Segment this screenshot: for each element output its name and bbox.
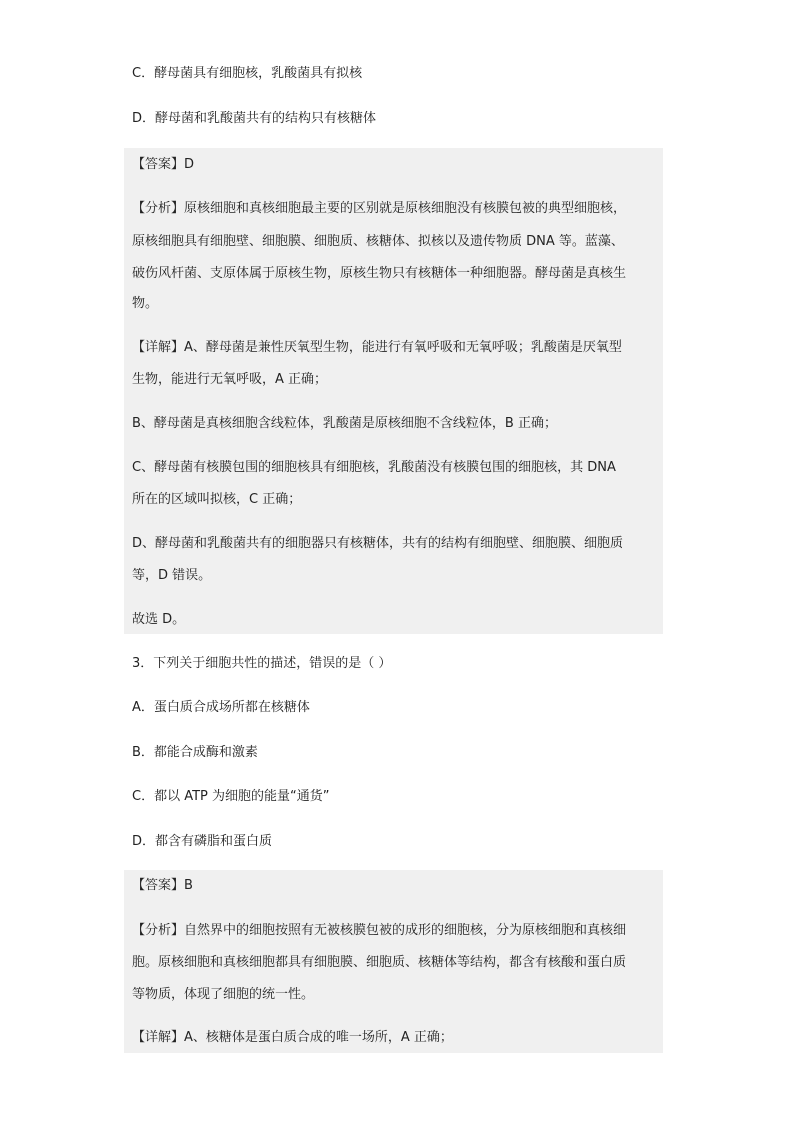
analysis-line: 【分析】自然界中的细胞按照有无被核膜包被的成形的细胞核，分为原核细胞和真核细 xyxy=(132,923,627,938)
option-b: B．都能合成酶和激素 xyxy=(132,745,258,760)
detail-line: B、酵母菌是真核细胞含线粒体，乳酸菌是原核细胞不含线粒体，B 正确； xyxy=(132,416,557,431)
analysis-line: 原核细胞具有细胞壁、细胞膜、细胞质、核糖体、拟核以及遗传物质 DNA 等。蓝藻、 xyxy=(132,234,624,249)
option-c: C．都以 ATP 为细胞的能量“通货” xyxy=(132,789,330,804)
option-d: D．都含有磷脂和蛋白质 xyxy=(132,834,273,849)
conclusion: 故选 D。 xyxy=(132,612,186,627)
detail-line: 所在的区域叫拟核，C 正确； xyxy=(132,492,302,507)
detail-line: 生物，能进行无氧呼吸，A 正确； xyxy=(132,372,328,387)
detail-line: C、酵母菌有核膜包围的细胞核具有细胞核，乳酸菌没有核膜包围的细胞核，其 DNA xyxy=(132,460,616,475)
analysis-line: 破伤风杆菌、支原体属于原核生物，原核生物只有核糖体一种细胞器。酵母菌是真核生 xyxy=(132,266,627,281)
answer-block xyxy=(124,148,663,634)
option-c: C．酵母菌具有细胞核，乳酸菌具有拟核 xyxy=(132,66,363,81)
analysis-line: 物。 xyxy=(132,296,159,311)
analysis-line: 【分析】原核细胞和真核细胞最主要的区别就是原核细胞没有核膜包被的典型细胞核， xyxy=(132,201,627,216)
detail-line: 【详解】A、酵母菌是兼性厌氧型生物，能进行有氧呼吸和无氧呼吸；乳酸菌是厌氧型 xyxy=(132,340,622,355)
analysis-line: 等物质，体现了细胞的统一性。 xyxy=(132,987,315,1002)
option-d: D．酵母菌和乳酸菌共有的结构只有核糖体 xyxy=(132,111,377,126)
analysis-line: 胞。原核细胞和真核细胞都具有细胞膜、细胞质、核糖体等结构，都含有核酸和蛋白质 xyxy=(132,955,627,970)
answer-label: 【答案】D xyxy=(132,157,195,172)
detail-line: D、酵母菌和乳酸菌共有的细胞器只有核糖体，共有的结构有细胞壁、细胞膜、细胞质 xyxy=(132,536,624,551)
detail-line: 等，D 错误。 xyxy=(132,568,212,583)
option-a: A．蛋白质合成场所都在核糖体 xyxy=(132,700,310,715)
question-stem: 3．下列关于细胞共性的描述，错误的是（ ） xyxy=(132,656,392,671)
detail-line: 【详解】A、核糖体是蛋白质合成的唯一场所，A 正确； xyxy=(132,1030,453,1045)
answer-label: 【答案】B xyxy=(132,878,193,893)
